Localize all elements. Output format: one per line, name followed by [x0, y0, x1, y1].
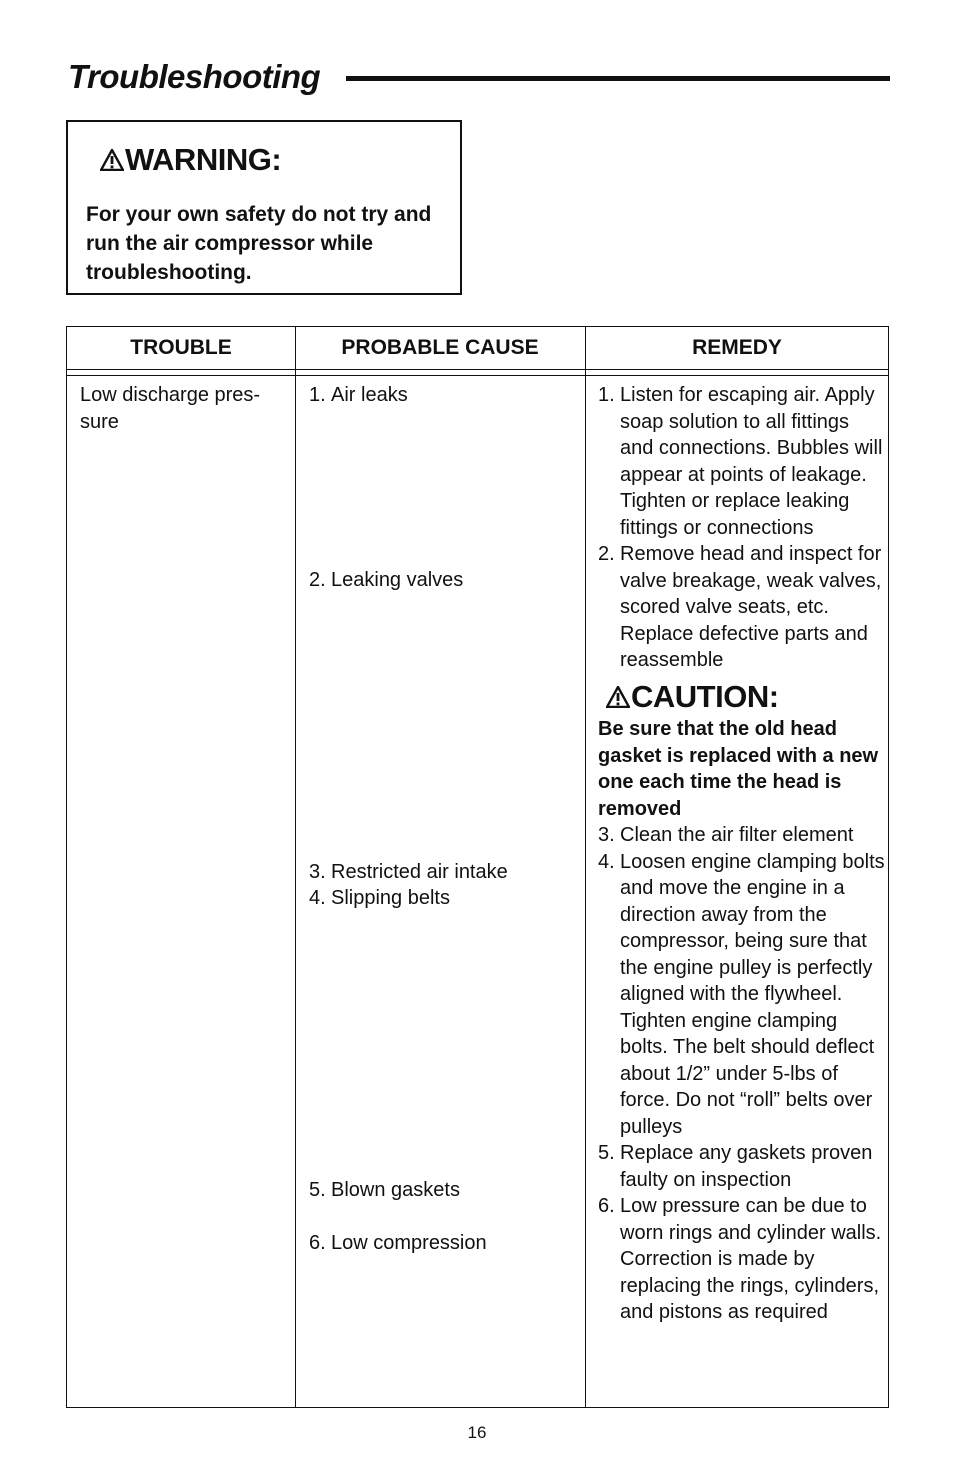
cause-item: [309, 885, 579, 912]
remedy-item: [598, 822, 886, 849]
cause-number: 6.: [309, 1232, 326, 1254]
warning-label: WARNING:: [125, 142, 282, 177]
cause-text: Restricted air intake: [331, 861, 508, 883]
title-row: [68, 56, 890, 102]
caution-heading: [606, 678, 886, 714]
page-number: 16: [467, 1423, 487, 1442]
cause-item: [309, 567, 579, 594]
cause-number: 4.: [309, 887, 326, 909]
remedy-item: [598, 382, 886, 541]
remedy-text: Remove head and inspect for valve breakage, weak valves, scored valve seats, etc. Replace defective parts and reassemble: [620, 543, 882, 671]
remedy-number: 4.: [598, 850, 615, 873]
header-probable-cause: PROBABLE CAUSE: [341, 336, 539, 359]
cause-number: 1.: [309, 384, 326, 406]
caution-label: CAUTION:: [631, 678, 779, 714]
remedy-item: [598, 541, 886, 674]
cause-number: 3.: [309, 861, 326, 883]
remedy-number: 5.: [598, 1142, 615, 1164]
remedy-number: 2.: [598, 543, 615, 565]
remedy-item: [598, 849, 886, 1141]
column-divider: [295, 327, 296, 1407]
remedy-column: [598, 382, 886, 1326]
remedy-text: Clean the air filter element: [620, 824, 854, 846]
cause-text: Blown gaskets: [331, 1179, 460, 1201]
page-title: Troubleshooting: [68, 58, 321, 95]
column-divider: [585, 327, 586, 1407]
remedy-text: Loosen engine clamping bolts and move the engine in a direction away from the compressor, being sure that the engine pulley is perfectly aligned with the flywheel. Tighten engine clamping bolts. The belt should deflect about 1/2” under 5-lbs of force. Do not “roll” belts over pulleys: [620, 850, 885, 1138]
warning-triangle-icon: [100, 149, 124, 171]
remedy-number: 3.: [598, 824, 615, 846]
cause-number: 5.: [309, 1179, 326, 1201]
cause-text: Slipping belts: [331, 887, 450, 909]
title-rule: [346, 76, 890, 81]
troubleshooting-table: [66, 326, 889, 1408]
remedy-text: Replace any gaskets proven faulty on inspection: [620, 1142, 873, 1191]
cause-text: Low compression: [331, 1232, 487, 1254]
cause-text: Leaking valves: [331, 569, 464, 591]
remedy-text: Low pressure can be due to worn rings and cylinder walls. Correction is made by replacing the rings, cylinders, and pistons as required: [620, 1195, 882, 1323]
warning-box: [66, 120, 462, 295]
header-remedy: REMEDY: [692, 336, 782, 359]
cause-item: [309, 1177, 579, 1204]
remedy-item: [598, 1193, 886, 1326]
warning-heading: [100, 142, 281, 178]
header-rule: [67, 369, 888, 370]
remedy-number: 6.: [598, 1195, 615, 1217]
cause-item: [309, 859, 579, 886]
header-trouble: TROUBLE: [130, 336, 232, 359]
remedy-item: [598, 1140, 886, 1193]
caution-text: Be sure that the old head gasket is replaced with a new one each time the head is removed: [598, 718, 879, 820]
warning-text: For your own safety do not try and run the air compressor while troubleshooting.: [86, 203, 432, 284]
cause-number: 2.: [309, 569, 326, 591]
caution-triangle-icon: [606, 686, 630, 708]
trouble-cell: Low discharge pres-sure: [80, 384, 261, 433]
cause-text: Air leaks: [331, 384, 408, 406]
remedy-number: 1.: [598, 384, 615, 406]
header-rule: [67, 375, 888, 376]
cause-item: [309, 1230, 579, 1257]
remedy-text: Listen for escaping air. Apply soap solution to all fittings and connections. Bubbles will appear at points of leakage. Tighten or replace leaking fittings or connections: [620, 384, 883, 539]
cause-item: [309, 382, 579, 409]
